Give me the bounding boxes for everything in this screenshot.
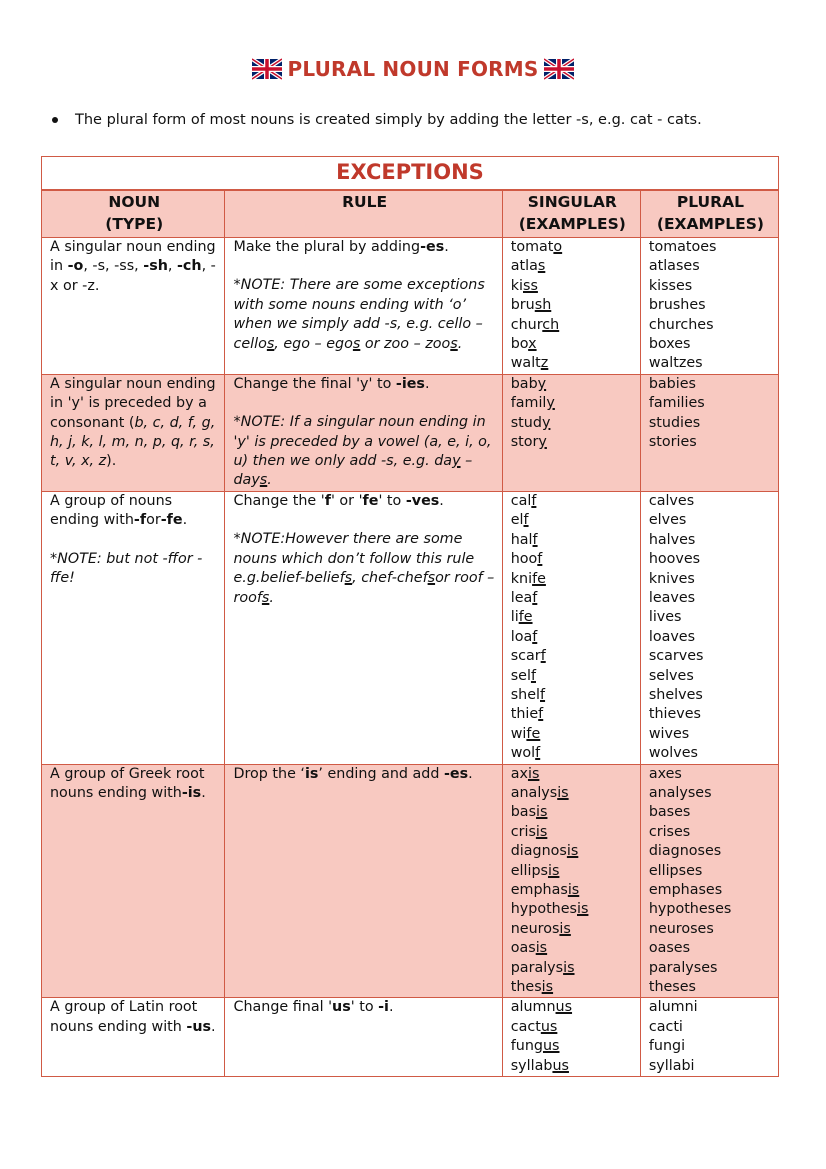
plural-example: oases	[648, 940, 691, 957]
plural-examples-cell	[640, 998, 778, 1077]
plural-example: diagnoses	[648, 843, 722, 860]
column-headers	[42, 190, 779, 238]
plural-example: alumni	[648, 999, 698, 1016]
plural-example: churches	[648, 316, 714, 333]
rule-text: Change the final 'y' to -ies.	[233, 375, 430, 392]
plural-example: studies	[648, 414, 701, 431]
singular-example: hoof	[510, 551, 543, 568]
plural-example: halves	[648, 531, 696, 548]
singular-example: syllabus	[510, 1057, 569, 1074]
noun-type-cell	[42, 374, 225, 491]
singular-example: box	[510, 336, 537, 353]
plural-examples-cell	[640, 491, 778, 764]
rule-note: *NOTE:However there are some nouns which don’t follow this rule e.g.belief-beliefs, chef-chefsor roof – roofs.	[233, 531, 495, 606]
plural-examples-cell	[640, 238, 778, 375]
rule-text: Drop the ‘is’ ending and add -es.	[233, 765, 473, 782]
singular-example: ellipsis	[510, 862, 560, 879]
plural-example: kisses	[648, 277, 693, 294]
plural-example: waltzes	[648, 355, 703, 372]
table-row	[42, 374, 779, 491]
singular-example: fungus	[510, 1038, 560, 1055]
singular-example: scarf	[510, 648, 546, 665]
noun-type-cell	[42, 764, 225, 998]
plural-example: selves	[648, 667, 694, 684]
singular-example: story	[510, 434, 547, 451]
rule-cell	[225, 764, 502, 998]
intro-text: The plural form of most nouns is created simply by adding the letter -s, e.g. cat - cats.	[75, 112, 702, 128]
singular-example: tomato	[510, 239, 563, 255]
plural-example: hooves	[648, 551, 701, 568]
plural-example: leaves	[648, 589, 696, 606]
rule-note: *NOTE: There are some exceptions with some nouns ending with ‘o’ when we simply add -s, e.g. cello – cellos, ego – egos or zoo – zoos.	[233, 277, 485, 352]
plural-example: analyses	[648, 784, 712, 801]
singular-example: cactus	[510, 1018, 558, 1035]
header-noun: NOUN (TYPE)	[42, 190, 225, 238]
singular-examples-cell	[502, 998, 640, 1077]
table-row	[42, 238, 779, 375]
page-header	[0, 56, 826, 82]
plural-example: elves	[648, 512, 687, 529]
plural-example: loaves	[648, 628, 696, 645]
noun-type-cell	[42, 238, 225, 375]
noun-type-text: A group of nouns ending with-for-fe.	[50, 492, 188, 529]
singular-example: thief	[510, 706, 544, 723]
rule-note: *NOTE: If a singular noun ending in 'y' is preceded by a vowel (a, e, i, o, u) then we only add -s, e.g. day – days.	[233, 414, 492, 489]
singular-example: paralysis	[510, 959, 575, 976]
singular-example: calf	[510, 492, 537, 509]
plural-example: shelves	[648, 686, 703, 703]
noun-type-text: A group of Greek root nouns ending with-is.	[50, 765, 206, 801]
singular-example: emphasis	[510, 882, 580, 898]
plural-example: axes	[648, 765, 682, 782]
plural-example: lives	[648, 609, 682, 626]
plural-examples-cell	[640, 764, 778, 998]
singular-example: family	[510, 395, 555, 412]
rule-cell	[225, 238, 502, 375]
singular-example: alumnus	[510, 999, 573, 1016]
table-row	[42, 998, 779, 1077]
header-plural: PLURAL (EXAMPLES)	[640, 190, 778, 238]
plural-example: thieves	[648, 706, 701, 723]
rule-cell	[225, 998, 502, 1077]
plural-example: knives	[648, 570, 695, 587]
header-singular: SINGULAR (EXAMPLES)	[502, 190, 640, 238]
exceptions-table	[41, 156, 779, 1077]
plural-example: tomatoes	[648, 239, 717, 255]
singular-example: half	[510, 531, 538, 548]
header-rule: RULE	[225, 190, 502, 238]
noun-type-cell	[42, 998, 225, 1077]
bullet-icon	[52, 117, 58, 123]
table-body	[42, 238, 779, 1077]
singular-example: basis	[510, 804, 548, 821]
singular-example: neurosis	[510, 920, 571, 937]
singular-example: brush	[510, 297, 552, 314]
rule-cell	[225, 374, 502, 491]
singular-example: diagnosis	[510, 843, 579, 860]
plural-examples-cell	[640, 374, 778, 491]
singular-example: hypothesis	[510, 901, 589, 918]
singular-example: church	[510, 316, 560, 333]
singular-example: knife	[510, 570, 546, 587]
plural-example: babies	[648, 375, 696, 392]
singular-examples-cell	[502, 238, 640, 375]
singular-example: crisis	[510, 823, 548, 840]
page-title: PLURAL NOUN FORMS	[287, 57, 539, 81]
singular-example: waltz	[510, 355, 549, 372]
singular-example: wife	[510, 725, 541, 742]
singular-examples-cell	[502, 374, 640, 491]
uk-flag-icon	[544, 56, 574, 82]
singular-example: shelf	[510, 686, 546, 703]
plural-example: crises	[648, 823, 691, 840]
noun-note: *NOTE: but not -ffor -ffe!	[50, 550, 203, 587]
noun-type-text: A singular noun ending in -o, -s, -ss, -sh, -ch, -x or -z.	[50, 239, 216, 294]
noun-type-cell	[42, 491, 225, 764]
plural-example: theses	[648, 979, 696, 996]
singular-example: oasis	[510, 940, 548, 957]
rule-cell	[225, 491, 502, 764]
table-row	[42, 764, 779, 998]
singular-examples-cell	[502, 764, 640, 998]
singular-example: self	[510, 667, 536, 684]
plural-example: stories	[648, 434, 697, 451]
plural-example: ellipses	[648, 862, 703, 879]
singular-example: life	[510, 609, 533, 626]
plural-example: hypotheses	[648, 901, 732, 918]
plural-example: wives	[648, 725, 690, 742]
plural-example: boxes	[648, 336, 691, 353]
singular-example: axis	[510, 765, 540, 782]
plural-example: brushes	[648, 297, 706, 314]
plural-example: families	[648, 395, 705, 412]
singular-example: elf	[510, 512, 529, 529]
singular-examples-cell	[502, 491, 640, 764]
singular-example: leaf	[510, 589, 538, 606]
singular-example: loaf	[510, 628, 538, 645]
plural-example: bases	[648, 804, 691, 821]
singular-example: thesis	[510, 979, 554, 996]
singular-example: baby	[510, 375, 547, 392]
singular-example: wolf	[510, 745, 541, 762]
plural-example: wolves	[648, 745, 698, 762]
plural-example: neuroses	[648, 920, 714, 937]
table-caption: EXCEPTIONS	[42, 157, 779, 191]
plural-example: atlases	[648, 258, 700, 275]
singular-example: kiss	[510, 277, 538, 294]
singular-example: study	[510, 414, 551, 431]
noun-type-text: A singular noun ending in 'y' is preceded by a consonant (b, c, d, f, g, h, j, k, l, m, n, p, q, r, s, t, v, x, z).	[50, 375, 216, 470]
noun-type-text: A group of Latin root nouns ending with -us.	[50, 999, 216, 1035]
singular-example: atlas	[510, 258, 546, 275]
intro-bullet	[52, 112, 702, 128]
rule-text: Change final 'us' to -i.	[233, 999, 394, 1016]
plural-example: fungi	[648, 1038, 686, 1055]
plural-example: calves	[648, 492, 695, 509]
rule-text: Make the plural by adding-es.	[233, 239, 449, 255]
rule-text: Change the 'f' or 'fe' to -ves.	[233, 492, 444, 509]
plural-example: syllabi	[648, 1057, 695, 1074]
plural-example: cacti	[648, 1018, 683, 1035]
plural-example: scarves	[648, 648, 704, 665]
plural-example: paralyses	[648, 959, 718, 976]
singular-example: analysis	[510, 784, 569, 801]
plural-example: emphases	[648, 882, 723, 898]
table-row	[42, 491, 779, 764]
uk-flag-icon	[252, 56, 282, 82]
